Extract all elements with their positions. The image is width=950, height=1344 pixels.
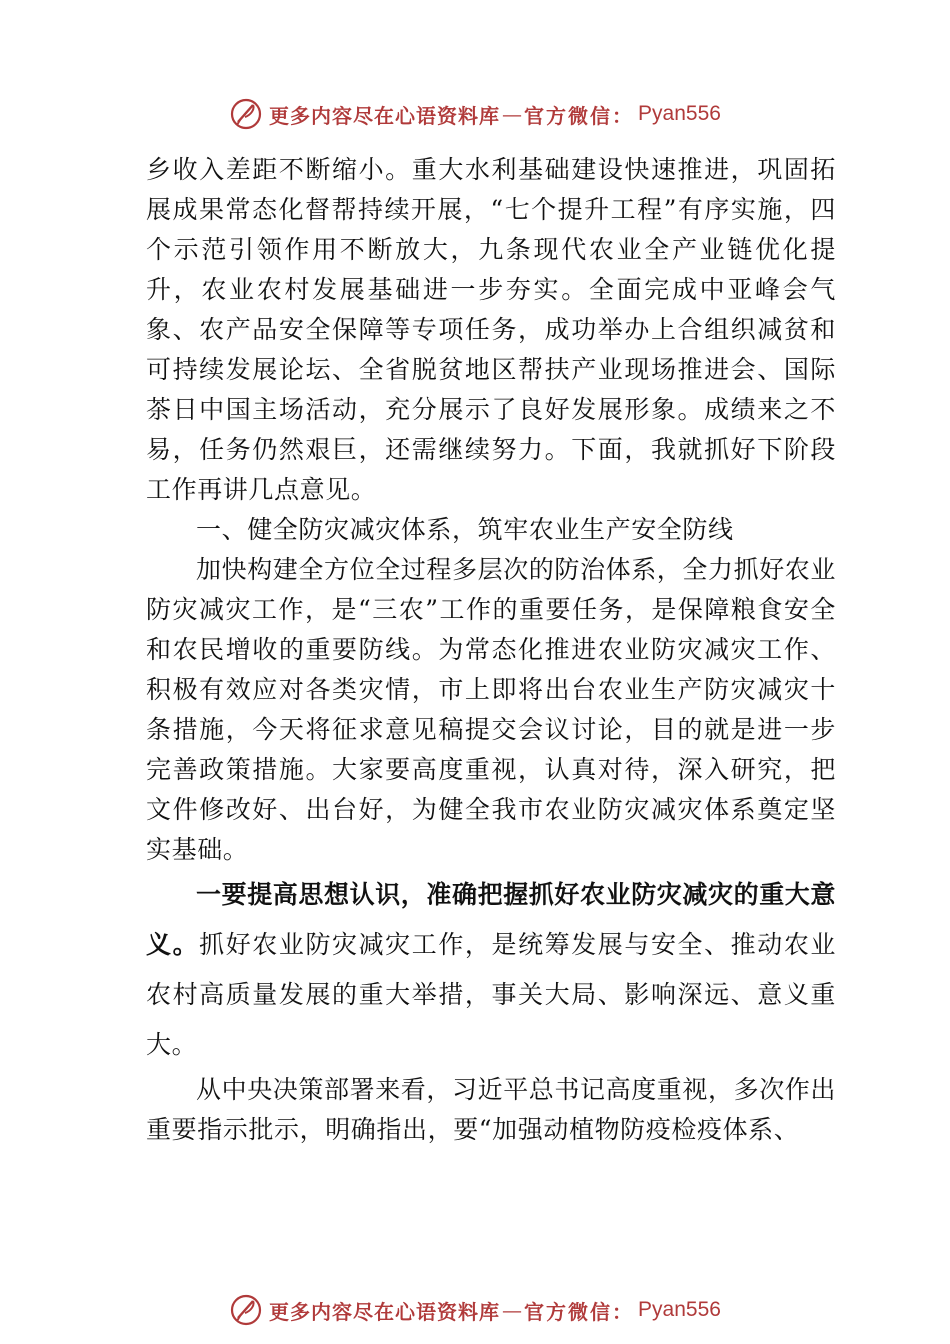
header-account: Pyan556 <box>638 102 721 125</box>
paragraph-3-bold-lead: 一要提高思想认识，准确把握抓好农业防灾减灾的重大意义。 <box>146 880 837 959</box>
footer-account: Pyan556 <box>638 1298 721 1321</box>
header-separator: — <box>502 102 523 126</box>
section-heading-1: 一、健全防灾减灾体系，筑牢农业生产安全防线 <box>196 515 734 544</box>
quill-logo-icon <box>229 97 263 131</box>
page-footer <box>0 1290 950 1330</box>
quill-logo-icon <box>229 1293 263 1327</box>
paragraph-3-text: 抓好农业防灾减灾工作，是统筹发展与安全、推动农业农村高质量发展的重大举措，事关大局、影响深远、意义重大。 <box>146 930 836 1059</box>
footer-separator: — <box>502 1298 523 1322</box>
header-site-text: 更多内容尽在心语资料库 <box>269 103 501 128</box>
page-header <box>0 94 950 134</box>
paragraph-2: 加快构建全方位全过程多层次的防治体系，全力抓好农业防灾减灾工作，是“三农”工作的重要任务，是保障粮食安全和农民增收的重要防线。为常态化推进农业防灾减灾工作、积极有效应对各类灾情，市上即将出台农业生产防灾减灾十条措施，今天将征求意见稿提交会议讨论，目的就是进一步完善政策措施。大家要高度重视，认真对待，深入研究，把文件修改好、出台好，为健全我市农业防灾减灾体系奠定坚实基础。 <box>146 555 837 864</box>
footer-site-text: 更多内容尽在心语资料库 <box>269 1299 501 1324</box>
paragraph-4: 从中央决策部署来看，习近平总书记高度重视，多次作出重要指示批示，明确指出，要“加强动植物防疫检疫体系、 <box>146 1075 837 1144</box>
paragraph-1: 乡收入差距不断缩小。重大水利基础建设快速推进，巩固拓展成果常态化督帮持续开展，“七个提升工程”有序实施，四 个示范引领作用不断放大，九条现代农业全产业链优化提升，农业农村发展基础进一步夯实。全面完成中亚峰会气象、农产品安全保障等专项任务，成功举办上合组织减贫和可持续发展论坛、全省脱贫地区帮扶产业现场推进会、国际茶日中国主场活动，充分展示了良好发展形象。成绩来之不易，任务仍然艰巨，还需继续努力。下面，我就抓好下阶段工作再讲几点意见。 <box>146 155 836 504</box>
document-body <box>146 150 836 1150</box>
header-label: 官方微信： <box>524 103 635 128</box>
paragraph-3 <box>146 870 836 1070</box>
footer-label: 官方微信： <box>524 1299 635 1324</box>
